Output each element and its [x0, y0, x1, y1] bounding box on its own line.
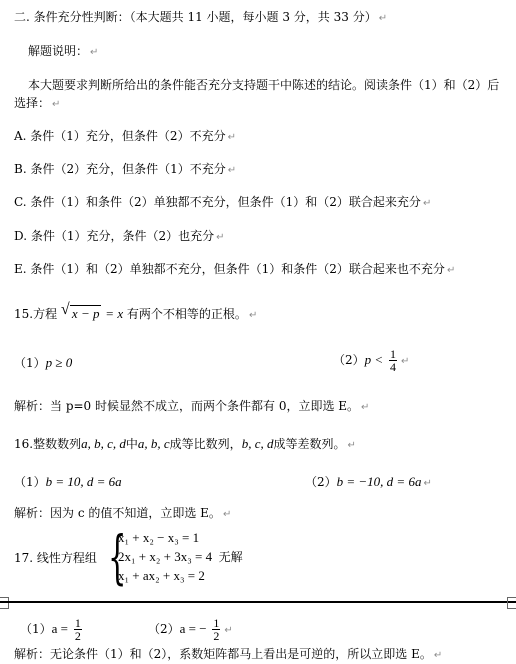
- instructions-line-1: 本大题要求判断所给出的条件能否充分支持题干中陈述的结论。阅读条件（1）和（2）后: [28, 78, 500, 92]
- page-break-marker-left: [0, 597, 9, 609]
- sqrt-expression: √ x − p: [60, 301, 100, 321]
- return-mark-icon: ↵: [227, 132, 236, 143]
- radical-sign-icon: √: [60, 301, 70, 318]
- question-15: 15.方程 √ x − p = x 有两个不相等的正根。 ↵: [14, 301, 258, 321]
- equation-3: x₁ + ax₂ + x₃ = 2: [118, 568, 205, 583]
- return-mark-icon: ↵: [361, 402, 370, 413]
- option-d: D. 条件（1）充分，条件（2）也充分 ↵: [14, 229, 225, 243]
- q17-condition-1: （1）a = $\frac{1}{2}$: [20, 616, 81, 643]
- return-mark-icon: ↵: [222, 509, 232, 520]
- question-16: 16.整数数列a, b, c, d中a, b, c成等比数列，b, c, d成等差数列。 ↵: [14, 436, 356, 451]
- verdict: 无解: [218, 550, 243, 564]
- q16-condition-1: （1）b = 10, d = 6a: [14, 474, 122, 489]
- q17-analysis: 解析：无论条件（1）和（2），系数矩阵都马上看出是可逆的，所以立即选 E。 ↵: [14, 647, 443, 661]
- return-mark-icon: ↵: [248, 310, 258, 321]
- q15-analysis: 解析：当 p=0 时候显然不成立，而两个条件都有 0，立即选 E。 ↵: [14, 399, 370, 413]
- option-b: B. 条件（2）充分，但条件（1）不充分 ↵: [14, 162, 237, 176]
- q15-condition-2: （2）p < $\frac{1}{4}$ ↵: [333, 347, 410, 374]
- section-heading: 二. 条件充分性判断：（本大题共 11 小题，每小题 3 分，共 33 分） ↵: [14, 10, 388, 24]
- option-c: C. 条件（1）和条件（2）单独都不充分，但条件（1）和（2）联合起来充分 ↵: [14, 195, 432, 209]
- fraction: $\frac{1}{4}$: [390, 347, 396, 374]
- fraction: $\frac{1}{2}$: [74, 616, 81, 643]
- return-mark-icon: ↵: [422, 198, 432, 209]
- equation-1: x₁ + x₂ − x₃ = 1: [118, 530, 200, 545]
- return-mark-icon: ↵: [347, 440, 356, 451]
- return-mark-icon: ↵: [90, 47, 99, 58]
- return-mark-icon: ↵: [216, 232, 225, 243]
- return-mark-icon: ↵: [423, 478, 432, 489]
- instructions-label: 解题说明： ↵: [28, 44, 99, 58]
- equation-2: 2x₁ + x₂ + 3x₃ = 4 无解: [118, 549, 243, 564]
- return-mark-icon: ↵: [378, 13, 388, 24]
- page-break-line: [0, 601, 516, 603]
- option-a: A. 条件（1）充分，但条件（2）不充分 ↵: [14, 129, 236, 143]
- return-mark-icon: ↵: [224, 625, 233, 636]
- q16-analysis: 解析：因为 c 的值不知道，立即选 E。 ↵: [14, 506, 232, 520]
- return-mark-icon: ↵: [227, 165, 237, 176]
- return-mark-icon: ↵: [52, 99, 61, 110]
- option-e: E. 条件（1）和（2）单独都不充分，但条件（1）和条件（2）联合起来也不充分 ↵: [14, 262, 456, 276]
- return-mark-icon: ↵: [433, 650, 443, 661]
- instructions-line-2: 选择： ↵: [14, 96, 61, 110]
- return-mark-icon: ↵: [446, 265, 456, 276]
- left-brace-icon: {: [108, 523, 127, 591]
- fraction: $\frac{1}{2}$: [213, 616, 220, 643]
- return-mark-icon: ↵: [401, 356, 410, 367]
- q17-condition-2: （2）a = − $\frac{1}{2}$ ↵: [148, 616, 233, 643]
- q15-condition-1: （1）p ≥ 0: [14, 355, 73, 370]
- q16-condition-2: （2）b = −10, d = 6a ↵: [305, 474, 432, 489]
- question-17-prefix: 17. 线性方程组: [14, 551, 97, 565]
- page-break-marker-right: [507, 597, 516, 609]
